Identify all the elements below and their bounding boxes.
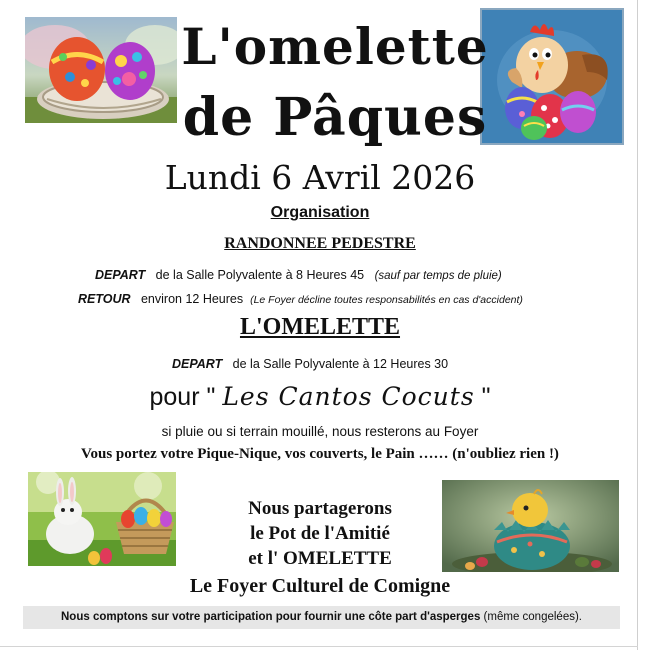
hen-on-eggs-icon xyxy=(482,10,622,143)
rain-notice: si pluie ou si terrain mouillé, nous resterons au Foyer xyxy=(161,424,479,439)
easter-eggs-nest-icon xyxy=(25,17,177,123)
title-line-2: de Pâques xyxy=(182,87,488,148)
footer-note xyxy=(23,606,620,629)
depart-label: DEPART xyxy=(95,268,146,282)
bunny-basket-icon xyxy=(28,472,176,566)
omelette-heading: L'OMELETTE xyxy=(239,314,401,340)
cartoon-hen-image xyxy=(480,8,624,145)
depart-note: (sauf par temps de pluie) xyxy=(374,270,502,282)
easter-eggs-nest-image xyxy=(25,17,177,123)
randonnee-heading: RANDONNEE PEDESTRE xyxy=(224,235,416,252)
randonnee-depart-line xyxy=(95,268,502,282)
depart-text: de la Salle Polyvalente à 8 Heures 45 xyxy=(155,268,365,282)
location-name: Les Cantos Cocuts xyxy=(222,382,475,411)
title-line-1: L'omelette xyxy=(181,17,489,76)
organisation-heading: Organisation xyxy=(270,204,370,221)
share-line-1: Nous partagerons xyxy=(248,498,392,519)
footer-normal-text: (même congelées). xyxy=(480,611,582,623)
footer-bold-text: Nous comptons sur votre participation pour fournir une côte part d'asperges xyxy=(61,611,481,623)
page-border-bottom xyxy=(0,646,638,647)
chick-egg-image xyxy=(442,480,619,572)
retour-label: RETOUR xyxy=(78,292,131,306)
randonnee-retour-line xyxy=(78,292,523,306)
location-suffix: " xyxy=(481,383,491,411)
omelette-depart-label: DEPART xyxy=(172,357,223,371)
retour-note: (Le Foyer décline toutes responsabilités en cas d'accident) xyxy=(250,294,523,306)
bunny-basket-image xyxy=(28,472,176,566)
retour-text: environ 12 Heures xyxy=(140,292,244,306)
chick-in-egg-icon xyxy=(442,480,619,572)
share-line-2: le Pot de l'Amitié xyxy=(250,523,390,544)
location-line xyxy=(0,382,640,412)
bring-notice: Vous portez votre Pique-Nique, vos couverts, le Pain …… (n'oubliez rien !) xyxy=(81,446,559,462)
share-line-3: et l' OMELETTE xyxy=(248,548,392,569)
omelette-depart-text: de la Salle Polyvalente à 12 Heures 30 xyxy=(232,357,449,371)
organizer-name: Le Foyer Culturel de Comigne xyxy=(189,575,451,597)
omelette-depart-line xyxy=(172,357,448,371)
location-prefix: pour " xyxy=(149,383,216,411)
event-date: Lundi 6 Avril 2026 xyxy=(164,158,476,197)
